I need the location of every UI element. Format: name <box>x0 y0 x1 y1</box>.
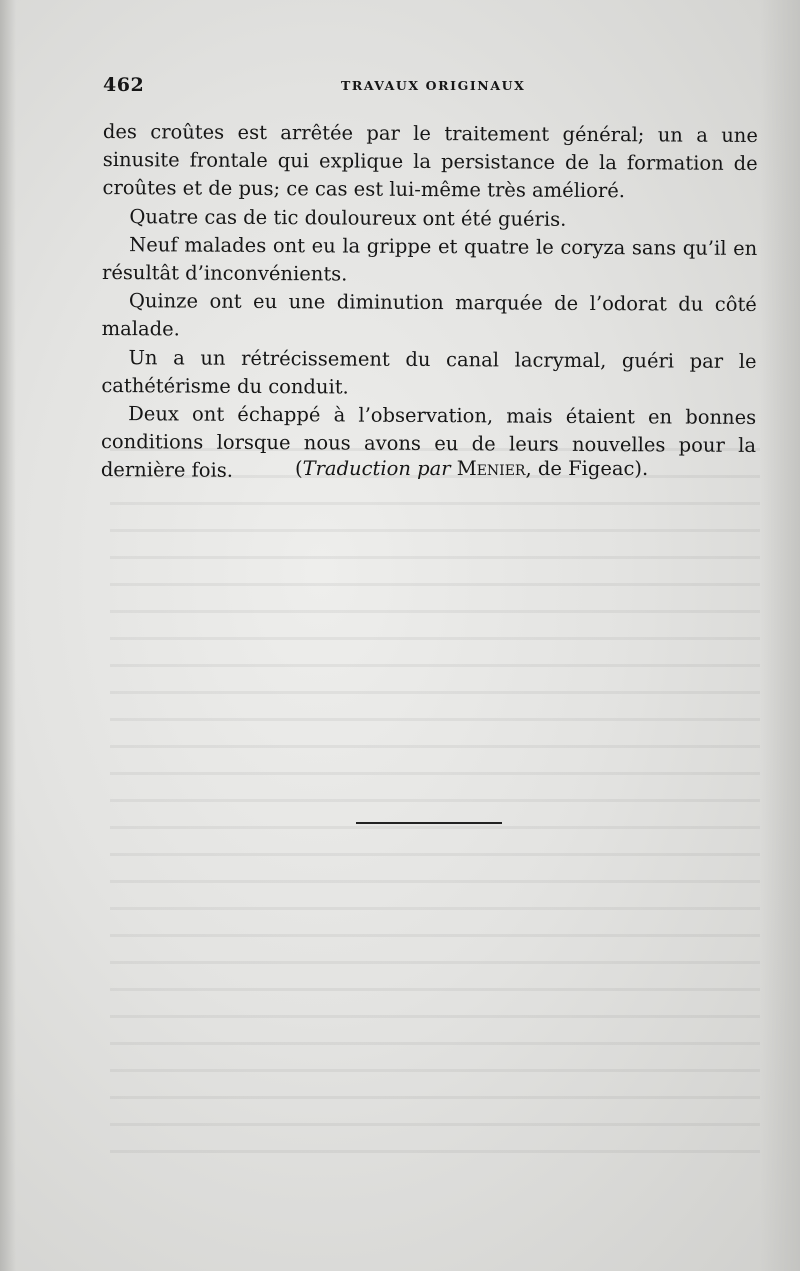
bleed-through-texture <box>110 430 760 1170</box>
paragraph-odorat: Quinze ont eu une diminution marquée de l’odorat du côté malade. <box>101 289 757 341</box>
section-end-rule <box>356 822 502 824</box>
translator-place: , de Figeac). <box>525 457 649 480</box>
paragraph-tic-douloureux: Quatre cas de tic douloureux ont été guéris. <box>129 204 567 231</box>
paragraph-croutes: des croûtes est arrêtée par le traitement général; un a une sinusite frontale qui explique la persistance de la formation de croûtes et de pus; ce cas est lui-même très amélioré. <box>102 119 758 203</box>
page-number: 462 <box>103 74 145 96</box>
running-header <box>103 74 763 98</box>
translation-credit <box>295 457 648 480</box>
paragraph-observation: Deux ont échappé à l’observation, mais étaient en bonnes conditions lorsque nous avons eu de leurs nouvelles pour la dernière fois. <box>100 402 757 483</box>
credit-open-paren: ( <box>295 457 303 480</box>
body-text <box>101 118 758 489</box>
translator-name: Menier <box>456 457 526 480</box>
paragraph-canal-lacrymal: Un a un rétrécissement du canal lacrymal, guéri par le cathétérisme du conduit. <box>101 345 757 399</box>
translation-label: Traduction par <box>302 457 451 480</box>
page-edge-shadow-right <box>760 0 800 1271</box>
running-title: TRAVAUX ORIGINAUX <box>341 78 526 93</box>
paragraph-grippe-coryza: Neuf malades ont eu la grippe et quatre le coryza sans qu’il en résultât d’inconvénients. <box>101 232 758 286</box>
page-edge-shadow-left <box>0 0 16 1271</box>
